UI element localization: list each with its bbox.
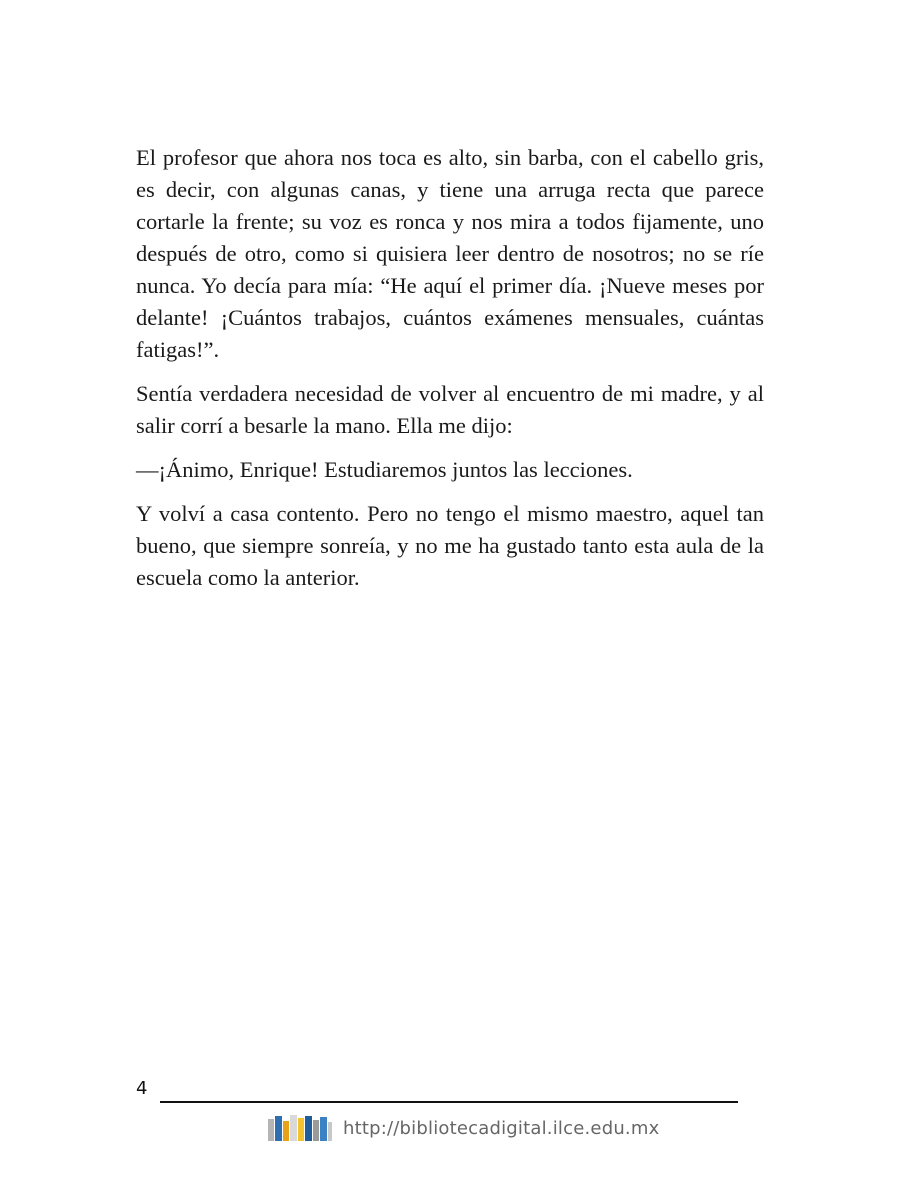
paragraph: Y volví a casa contento. Pero no tengo el mismo maestro, aquel tan bueno, que siempre sonreía, y no me ha gustado tanto esta aula de la escuela como la anterior. <box>136 501 764 590</box>
footer-url-link[interactable]: http://bibliotecadigital.ilce.edu.mx <box>343 1118 660 1139</box>
page-body <box>136 142 764 606</box>
page-number: 4 <box>136 1078 148 1099</box>
dialogue-line: —¡Ánimo, Enrique! Estudiaremos juntos las lecciones. <box>136 457 633 482</box>
footer-divider <box>160 1101 738 1103</box>
paragraph: Sentía verdadera necesidad de volver al encuentro de mi madre, y al salir corrí a besarle la mano. Ella me dijo: <box>136 381 764 438</box>
paragraph: El profesor que ahora nos toca es alto, sin barba, con el cabello gris, es decir, con algunas canas, y tiene una arruga recta que parece cortarle la frente; su voz es ronca y nos mira a todos fijamente, uno después de otro, como si quisiera leer dentro de nosotros; no se ríe nunca. Yo decía para mía: “He aquí el primer día. ¡Nueve meses por delante! ¡Cuántos trabajos, cuántos exámenes mensuales, cuántas fatigas!”. <box>136 145 764 362</box>
books-logo-icon <box>266 1113 334 1143</box>
